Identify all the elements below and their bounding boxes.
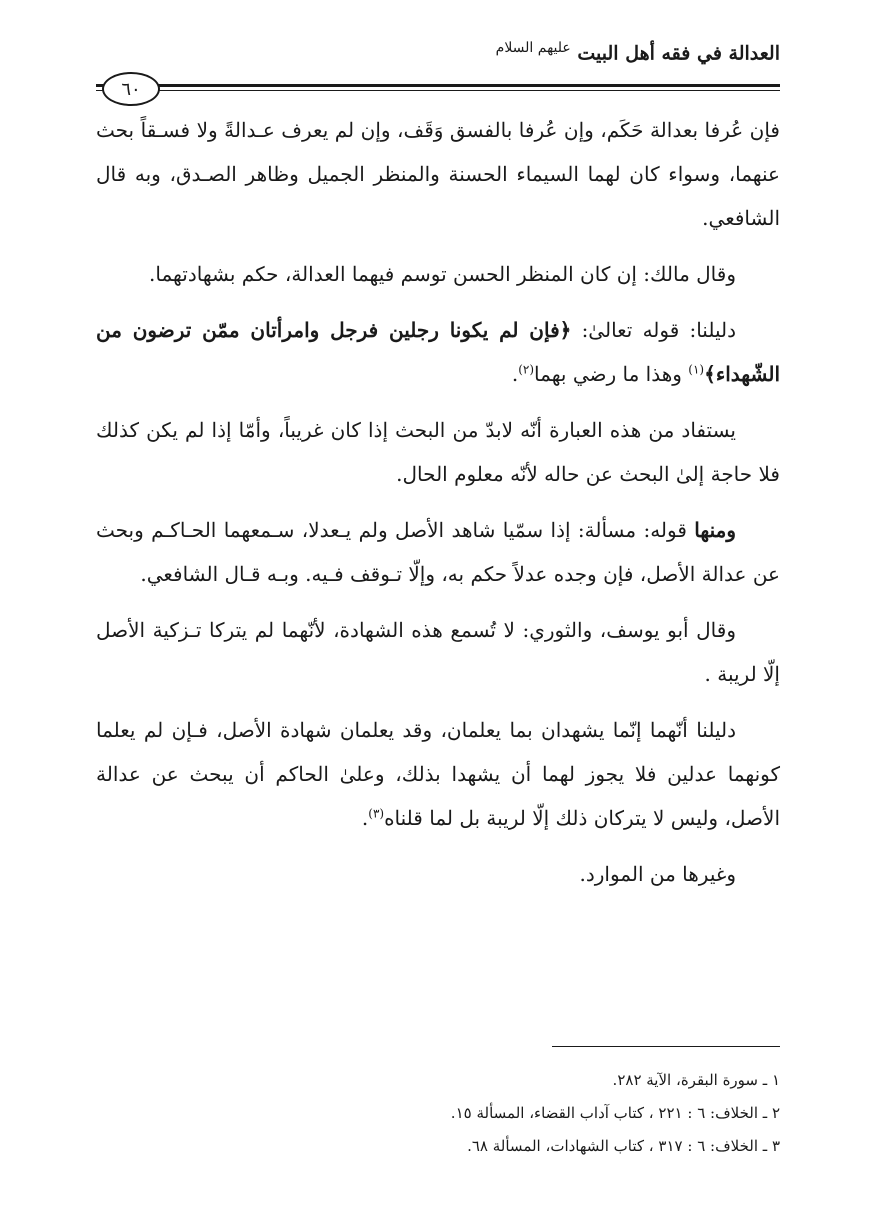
footnote-3: ٣ ـ الخلاف: ٦ : ٣١٧ ، كتاب الشهادات، المسألة ٦٨. bbox=[467, 1137, 780, 1155]
paragraph-1: فإن عُرفا بعدالة حَكَم، وإن عُرفا بالفسق وَقَف، وإن لم يعرف عـدالةً ولا فسـقاً بحث عنهما، وسواء كان لهما السيماء الحسنة والمنظر الجميل وظاهر الصـدق، وبه قال الشافعي. bbox=[96, 118, 780, 230]
footnote-ref-2: (٢) bbox=[518, 362, 535, 377]
paragraph-5 bbox=[96, 508, 780, 596]
paragraph-5-bold-lead: ومنها bbox=[694, 518, 736, 542]
quran-quote: ﴿فإن لم يكونا رجلين فرجل وامرأتان ممّن ترضون من الشّهداء﴾ bbox=[96, 318, 780, 386]
running-title bbox=[496, 40, 780, 64]
paragraph-7-end: . bbox=[361, 806, 369, 830]
paragraph-8: وغيرها من الموارد. bbox=[579, 862, 736, 886]
body-text bbox=[96, 108, 780, 908]
footnote-1: ١ ـ سورة البقرة، الآية ٢٨٢. bbox=[612, 1071, 780, 1089]
paragraph-3-mid: وهذا ما رضي بهما bbox=[534, 362, 689, 386]
paragraph-3-lead: دليلنا: قوله تعالىٰ: bbox=[571, 318, 736, 342]
footnotes bbox=[240, 1064, 780, 1163]
paragraph-3 bbox=[96, 308, 780, 396]
running-title-text: العدالة في فقه أهل البيت bbox=[577, 42, 780, 65]
footnote-ref-1: (١) bbox=[688, 362, 705, 377]
page-number: ٦٠ bbox=[102, 72, 160, 106]
paragraph-5-text: قوله: مسألة: إذا سمّيا شاهد الأصل ولم يـعدلا، سـمعهما الحـاكـم وبحث عن عدالة الأصل، فإن وجده عدلاً حكم به، وإلّا تـوقف فـيه. وبـه قـال الشافعي. bbox=[96, 518, 780, 586]
header-rule-thick bbox=[96, 84, 780, 87]
paragraph-4: يستفاد من هذه العبارة أنّه لابدّ من البحث إذا كان غريباً، وأمّا إذا لم يكن كذلك فلا حاجة إلىٰ البحث عن حاله لأنّه معلوم الحال. bbox=[96, 418, 780, 486]
footnote-2: ٢ ـ الخلاف: ٦ : ٢٢١ ، كتاب آداب القضاء، المسألة ١٥. bbox=[450, 1104, 780, 1122]
paragraph-7-text: دليلنا أنّهما إنّما يشهدان بما يعلمان، وقد يعلمان شهادة الأصل، فـإن لم يعلما كونهما عدلين فلا يجوز لهما أن يشهدا بذلك، وعلىٰ الحاكم أن يبحث عن عدالة الأصل، وليس لا يتركان ذلك إلّا لريبة بل لما قلناه bbox=[96, 718, 780, 830]
header-rule-thin bbox=[96, 90, 780, 91]
paragraph-7 bbox=[96, 708, 780, 840]
paragraph-6: وقال أبو يوسف، والثوري: لا تُسمع هذه الشهادة، لأنّهما لم يتركا تـزكية الأصل إلّا لريبة . bbox=[96, 618, 780, 686]
paragraph-2: وقال مالك: إن كان المنظر الحسن توسم فيهما العدالة، حكم بشهادتهما. bbox=[149, 262, 736, 286]
footnote-separator bbox=[552, 1046, 780, 1047]
running-title-honorific: عليهم السلام bbox=[495, 40, 571, 56]
paragraph-3-end: . bbox=[511, 362, 519, 386]
page-header bbox=[96, 28, 780, 100]
footnote-ref-3: (٣) bbox=[368, 806, 385, 821]
